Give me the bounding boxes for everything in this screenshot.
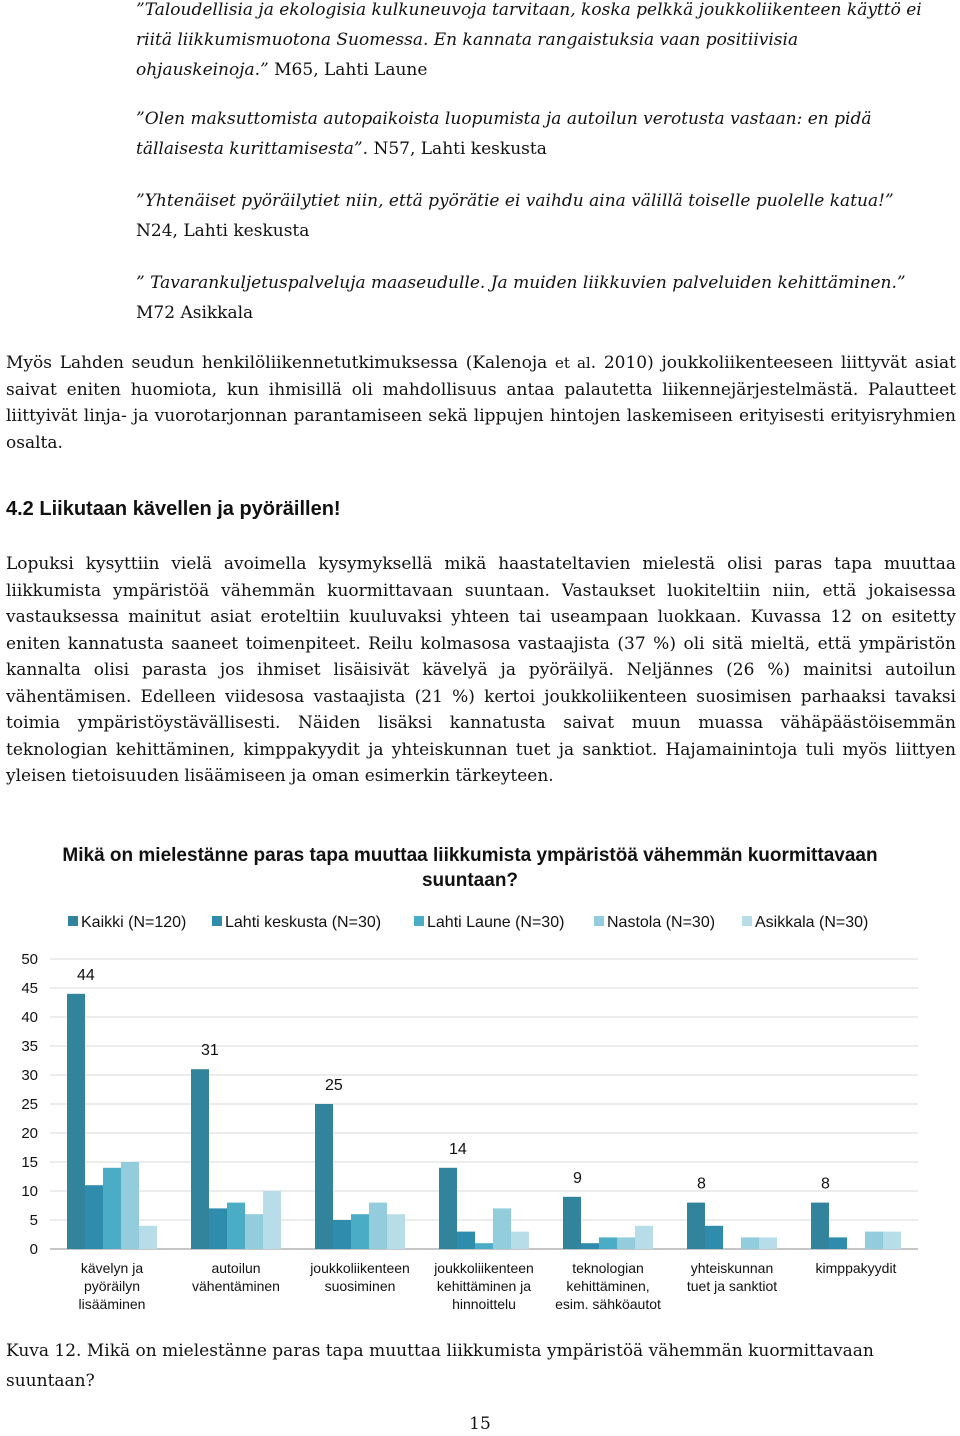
bar: [103, 1168, 121, 1249]
legend-label: Kaikki (N=120): [81, 914, 187, 931]
legend-swatch: [212, 916, 222, 926]
data-label: 8: [821, 1175, 830, 1193]
y-tick-label: 15: [21, 1154, 38, 1171]
bar: [369, 1203, 387, 1249]
paragraph-1-etal: et al: [555, 354, 591, 372]
quote-3: [136, 186, 936, 246]
bar: [475, 1243, 493, 1249]
data-label: 25: [325, 1077, 343, 1094]
bar: [687, 1203, 705, 1249]
quote-2: [136, 104, 936, 164]
quote-2-source: N57, Lahti keskusta: [368, 139, 547, 159]
category-label: autoilun: [211, 1260, 261, 1276]
category-label: esim. sähköautot: [555, 1296, 661, 1312]
bar: [227, 1203, 245, 1249]
bar: [883, 1232, 901, 1249]
bar: [245, 1214, 263, 1249]
bar: [439, 1168, 457, 1249]
quote-3-source: N24, Lahti keskusta: [136, 221, 310, 241]
legend-label: Nastola (N=30): [607, 914, 716, 931]
chart-title: Mikä on mielestänne paras tapa muuttaa liikkumista ympäristöä vähemmän kuormittavaan suuntaan?: [62, 845, 878, 891]
bar: [121, 1162, 139, 1249]
bar: [351, 1214, 369, 1249]
data-label: 44: [77, 966, 95, 984]
y-tick-label: 35: [21, 1038, 38, 1055]
y-tick-label: 10: [21, 1183, 38, 1200]
y-tick-label: 25: [21, 1096, 38, 1113]
category-label: kehittäminen ja: [436, 1278, 532, 1294]
bar: [811, 1203, 829, 1249]
bar: [865, 1232, 883, 1249]
quote-1-text: ”Taloudellisia ja ekologisia kulkuneuvoja tarvitaan, koska pelkkä joukkoliikenteen käyttö ei riitä liikkumismuotona Suomessa. En kannata rangaistuksia vaan positiivisia ohjauskeinoja.”: [136, 0, 922, 80]
bar: [387, 1214, 405, 1249]
page-number: 15: [469, 1414, 491, 1434]
category-label: hinnoittelu: [452, 1296, 516, 1312]
bar: [85, 1185, 103, 1249]
bar: [563, 1197, 581, 1249]
paragraph-1-end: . 2010) joukkoliikenteeseen liittyvät asiat saivat eniten huomiota, kun ihmisillä oli mahdollisuus antaa palautetta liikennejärjestelmästä. Palautteet liittyivät linja- ja vuorotarjonnan parantamiseen sekä lippujen hintojen laskemiseen erityisesti erityisryhmien osalta.: [6, 353, 956, 453]
bar: [581, 1243, 599, 1249]
paragraph-2: Lopuksi kysyttiin vielä avoimella kysymyksellä mikä haastateltavien mielestä olisi paras tapa muuttaa liikkumista ympäristöä vähemmän kuormittavaan suuntaan. Vastaukset luokiteltiin niin, että jokaisessa vastauksessa mainitut asiat eroteltiin kuuluvaksi yhteen tai useampaan luokkaan. Kuvassa 12 on esitetty eniten kannatusta saaneet toimenpiteet. Reilu kolmasosa vastaajista (37 %) oli sitä mieltä, että ympäristön kannalta olisi parasta jos ihmiset lisäisivät kävelyä ja pyöräilyä. Neljännes (26 %) mainitsi autoilun vähentämisen. Edelleen viidesosa vastaajista (21 %) kertoi joukkoliikenteen suosimisen parhaaksi tavaksi toimia ympäristöystävällisesti. Näiden lisäksi kannatusta saivat muun muassa vähäpäästöisemmän teknologian kehittäminen, kimppakyydit ja yhteiskunnan tuet ja sanktiot. Hajamainintoja tuli myös liittyen yleisen tietoisuuden lisäämiseen ja oman esimerkin tärkeyteen.: [6, 554, 956, 786]
y-tick-label: 30: [21, 1067, 38, 1084]
bar: [617, 1237, 635, 1249]
legend-swatch: [742, 916, 752, 926]
legend-label: Lahti Laune (N=30): [427, 914, 565, 931]
quote-4-text: ” Tavarankuljetuspalveluja maaseudulle. Ja muiden liikkuvien palveluiden kehittäminen.”: [136, 273, 906, 293]
category-label: suosiminen: [324, 1278, 396, 1294]
category-label: teknologian: [572, 1260, 644, 1276]
bar: [759, 1237, 777, 1249]
bar: [191, 1069, 209, 1249]
legend-swatch: [414, 916, 424, 926]
quote-1-source: M65, Lahti Laune: [268, 60, 428, 80]
quote-3-text: ”Yhtenäiset pyöräilytiet niin, että pyörätie ei vaihdu aina välillä toiselle puolelle katua!”: [136, 191, 894, 211]
bar: [829, 1237, 847, 1249]
bar: [741, 1237, 759, 1249]
category-label: joukkoliikenteen: [434, 1260, 534, 1276]
data-label: 14: [449, 1140, 467, 1158]
category-label: kävelyn ja: [80, 1260, 144, 1276]
legend-swatch: [68, 916, 78, 926]
category-label: kimppakyydit: [815, 1260, 897, 1276]
category-label: kehittäminen,: [566, 1278, 650, 1294]
section-heading: 4.2 Liikutaan kävellen ja pyöräillen!: [6, 498, 341, 520]
data-label: 8: [697, 1175, 706, 1193]
bar: [705, 1226, 723, 1249]
category-label: joukkoliikenteen: [310, 1260, 410, 1276]
bar: [315, 1104, 333, 1249]
category-label: tuet ja sanktiot: [686, 1278, 778, 1294]
data-label: 9: [573, 1169, 582, 1187]
paragraph-1: [6, 350, 956, 456]
bar: [263, 1191, 281, 1249]
category-label: vähentäminen: [192, 1278, 280, 1294]
bar: [511, 1232, 529, 1249]
bar: [457, 1232, 475, 1249]
bar-chart: [0, 900, 960, 1320]
legend-swatch: [594, 916, 604, 926]
quote-4: [136, 268, 936, 328]
bar: [599, 1237, 617, 1249]
quote-4-source: M72 Asikkala: [136, 303, 254, 323]
category-label: yhteiskunnan: [690, 1260, 774, 1276]
bar: [139, 1226, 157, 1249]
bar: [493, 1208, 511, 1249]
legend-label: Lahti keskusta (N=30): [225, 914, 382, 931]
legend-label: Asikkala (N=30): [755, 914, 869, 931]
y-tick-label: 45: [21, 980, 38, 997]
y-tick-label: 50: [21, 951, 38, 968]
y-tick-label: 0: [29, 1241, 38, 1258]
figure-caption: Kuva 12. Mikä on mielestänne paras tapa muuttaa liikkumista ympäristöä vähemmän kuormittavaan suuntaan?: [6, 1341, 874, 1391]
y-tick-label: 5: [29, 1212, 38, 1229]
data-label: 31: [201, 1042, 219, 1060]
category-label: pyöräilyn: [83, 1278, 141, 1294]
paragraph-1-start: Myös Lahden seudun henkilöliikennetutkimuksessa (Kalenoja: [6, 353, 555, 373]
quote-2-text: ”Olen maksuttomista autopaikoista luopumista ja autoilun verotusta vastaan: en pidä tällaisesta kurittamisesta”.: [136, 109, 872, 159]
quote-1: [136, 0, 936, 85]
category-label: lisääminen: [78, 1296, 146, 1312]
bar: [67, 994, 85, 1249]
y-tick-label: 20: [21, 1125, 38, 1142]
bar: [635, 1226, 653, 1249]
y-tick-label: 40: [21, 1009, 38, 1026]
bar: [333, 1220, 351, 1249]
bar: [209, 1208, 227, 1249]
